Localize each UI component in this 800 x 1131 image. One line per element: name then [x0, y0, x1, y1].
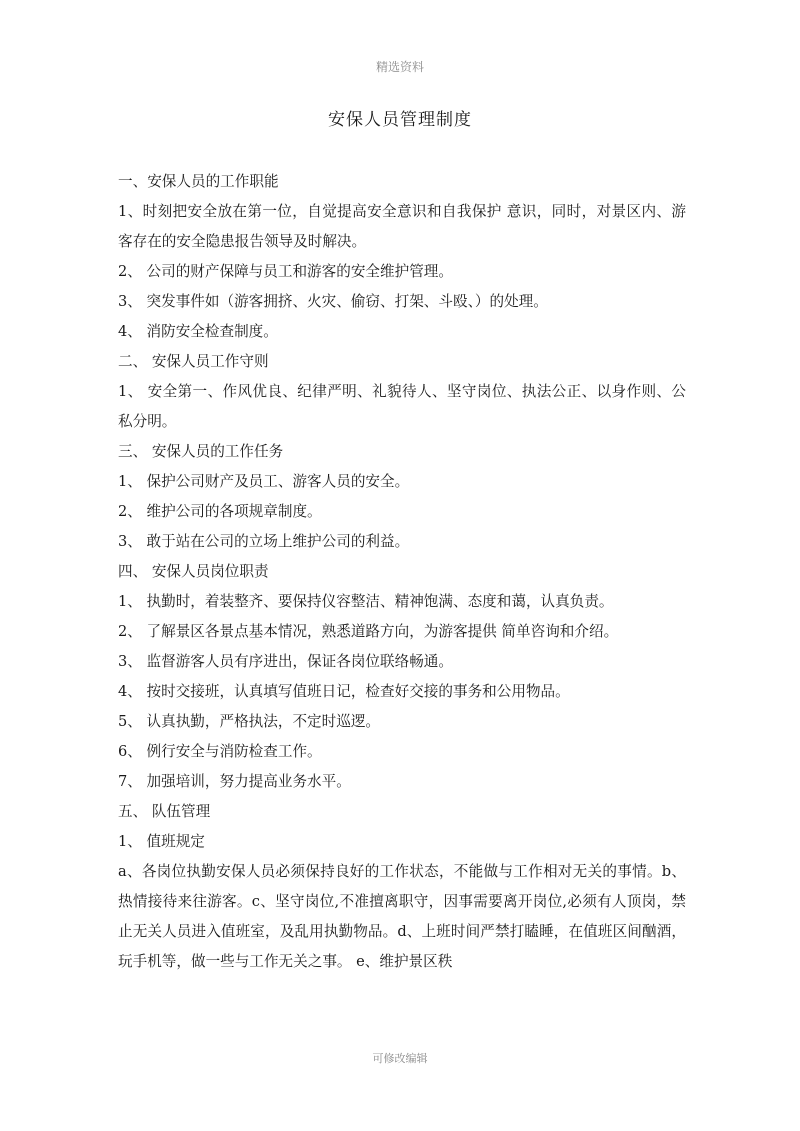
footer-note: 可修改编辑	[372, 1052, 428, 1065]
paragraph: 三、 安保人员的工作任务	[118, 443, 284, 460]
paragraph: 2、 公司的财产保障与员工和游客的安全维护管理。	[118, 263, 453, 280]
paragraph: 2、 了解景区各景点基本情况，熟悉道路方向，为游客提供 简单咨询和介绍。	[118, 623, 619, 640]
paragraph: 四、 安保人员岗位职责	[118, 563, 269, 580]
paragraph: a、各岗位执勤安保人员必须保持良好的工作状态，不能做与工作相对无关的事情。b、热情接待来往游客。c、坚守岗位,不准擅离职守，因事需要离开岗位,必须有人顶岗，禁止无关人员进入值班室，及乱用执勤物品。d、上班时间严禁打瞌睡，在值班区间酗酒，玩手机等，做一些与工作无关之事。 e、维护景区秩	[118, 863, 686, 970]
paragraph: 2、 维护公司的各项规章制度。	[118, 503, 322, 520]
paragraph: 4、 按时交接班，认真填写值班日记，检查好交接的事务和公用物品。	[118, 683, 570, 700]
paragraph: 二、 安保人员工作守则	[118, 353, 269, 370]
document-title: 安保人员管理制度	[328, 110, 472, 130]
paragraph: 3、 敢于站在公司的立场上维护公司的利益。	[118, 533, 410, 550]
paragraph: 3、 突发事件如（游客拥挤、火灾、偷窃、打架、斗殴、）的处理。	[118, 293, 548, 310]
paragraph: 一、安保人员的工作职能	[118, 173, 279, 190]
paragraph: 1、 安全第一、作风优良、纪律严明、礼貌待人、坚守岗位、执法公正、以身作则、公私分明。	[118, 383, 686, 430]
paragraph: 1、 执勤时，着装整齐、要保持仪容整洁、精神饱满、态度和蔼，认真负责。	[118, 593, 614, 610]
paragraph: 1、 值班规定	[118, 833, 205, 850]
paragraph: 1、 保护公司财产及员工、游客人员的安全。	[118, 473, 410, 490]
paragraph: 7、 加强培训，努力提高业务水平。	[118, 773, 351, 790]
paragraph: 五、 队伍管理	[118, 803, 211, 820]
paragraph: 6、 例行安全与消防检查工作。	[118, 743, 322, 760]
paragraph: 1、时刻把安全放在第一位，自觉提高安全意识和自我保护 意识，同时，对景区内、游客存在的安全隐患报告领导及时解决。	[118, 203, 686, 250]
paragraph: 4、 消防安全检查制度。	[118, 323, 278, 340]
header-watermark: 精选资料	[375, 60, 424, 74]
document-body	[118, 167, 686, 977]
paragraph: 5、 认真执勤，严格执法，不定时巡逻。	[118, 713, 381, 730]
paragraph: 3、 监督游客人员有序进出，保证各岗位联络畅通。	[118, 653, 453, 670]
